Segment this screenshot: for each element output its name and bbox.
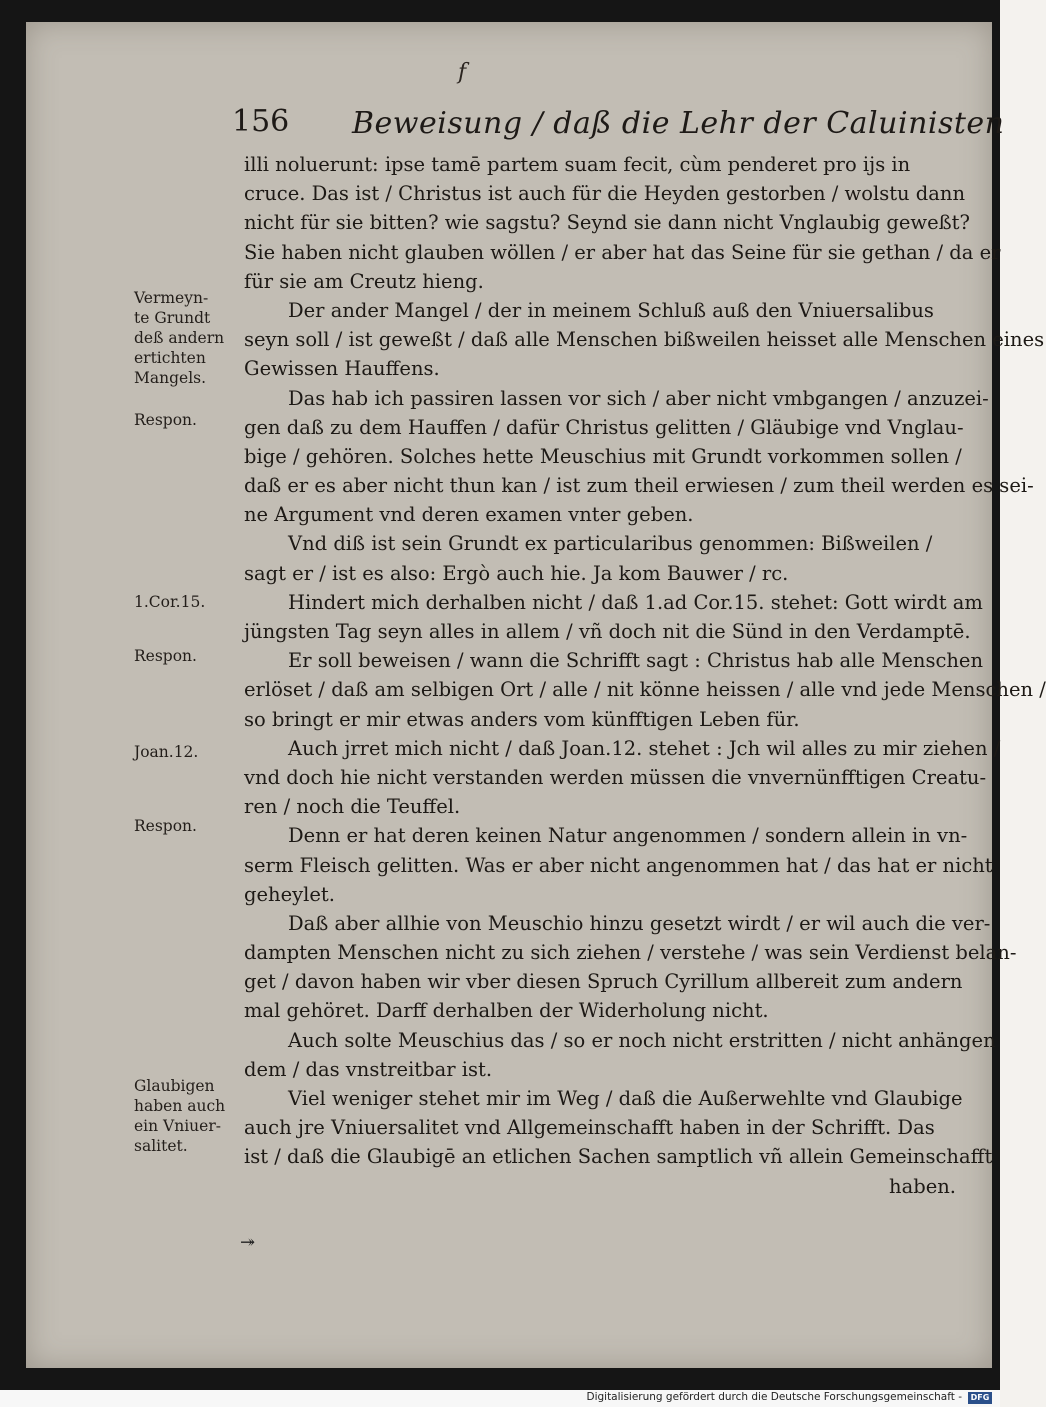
text-line: erlöset / daß am selbigen Ort / alle / nit könne heissen / alle vnd jede Menschen / [244, 678, 1046, 702]
signature-mark: f [458, 60, 467, 85]
text-line: dem / das vnstreitbar ist. [244, 1057, 493, 1081]
text-line: gen daß zu dem Hauffen / dafür Christus gelitten / Gläubige vnd Vnglau- [244, 415, 964, 439]
body-text [244, 150, 1046, 1201]
text-line: ne Argument vnd deren examen vnter geben. [244, 503, 694, 527]
margin-note-line: Glaubigen [134, 1077, 215, 1095]
text-line: sagt er / ist es also: Ergò auch hie. Ja kom Bauwer / rc. [244, 561, 789, 585]
text-line: vnd doch hie nicht verstanden werden müssen die vnvernünfftigen Creatu- [244, 765, 987, 789]
text-line: Der ander Mangel / der in meinem Schluß auß den Vniuersalibus [288, 298, 934, 322]
text-line: get / davon haben wir vber diesen Spruch Cyrillum allbereit zum andern [244, 970, 963, 994]
margin-note-line: ein Vniuer- [134, 1117, 221, 1135]
margin-note-glaubigen [134, 1076, 244, 1156]
text-line: illi noluerunt: ipse tamē partem suam fecit, cùm penderet pro ijs in [244, 153, 911, 176]
margin-note-line: haben auch [134, 1097, 226, 1115]
margin-note-line: 1.Cor.15. [134, 593, 206, 611]
funding-credit: Digitalisierung gefördert durch die Deutsche Forschungsgemeinschaft - [586, 1391, 962, 1403]
text-line: haben. [889, 1174, 956, 1198]
running-title: Beweisung / daß die Lehr der Caluinisten [352, 106, 1005, 141]
text-line: nicht für sie bitten? wie sagstu? Seynd sie dann nicht Vnglaubig geweßt? [244, 211, 970, 235]
page-number: 156 [232, 104, 290, 139]
text-line: Er soll beweisen / wann die Schrifft sagt : Christus hab alle Menschen [288, 649, 984, 673]
text-line: ist / daß die Glaubigē an etlichen Sachen samptlich vñ allein Gemeinschafft [244, 1145, 993, 1169]
margin-note-line: Mangels. [134, 369, 207, 387]
catchword-mark: ↠ [240, 1232, 256, 1253]
text-line: seyn soll / ist geweßt / daß alle Menschen bißweilen heisset alle Menschen eines [244, 328, 1045, 352]
text-line: mal gehöret. Darff derhalben der Widerholung nicht. [244, 999, 769, 1023]
text-line: Denn er hat deren keinen Natur angenommen / sondern allein in vn- [288, 824, 968, 848]
text-line: Das hab ich passiren lassen vor sich / aber nicht vmbgangen / anzuzei- [288, 386, 989, 410]
margin-note-line: Respon. [134, 817, 197, 835]
text-line: daß er es aber nicht thun kan / ist zum theil erwiesen / zum theil werden es sei- [244, 474, 1034, 498]
page-header [232, 100, 1005, 144]
margin-note-1-cor-15 [134, 592, 244, 612]
margin-note-line: Vermeyn- [134, 289, 209, 307]
margin-note-line: deß andern [134, 329, 225, 347]
margin-note-joan-12 [134, 742, 244, 762]
margin-note-line: Joan.12. [134, 743, 199, 761]
text-line: auch jre Vniuersalitet vnd Allgemeinschafft haben in der Schrifft. Das [244, 1116, 935, 1140]
text-line: Sie haben nicht glauben wöllen / er aber hat das Seine für sie gethan / da er [244, 240, 1001, 264]
footer-bar [0, 1390, 1000, 1407]
text-line: geheylet. [244, 882, 335, 906]
text-line: cruce. Das ist / Christus ist auch für die Heyden gestorben / wolstu dann [244, 182, 966, 206]
text-line: für sie am Creutz hieng. [244, 269, 484, 293]
text-line: so bringt er mir etwas anders vom künfftigen Leben für. [244, 707, 800, 731]
margin-note-line: Respon. [134, 647, 197, 665]
text-line: Gewissen Hauffens. [244, 357, 440, 381]
text-line: Auch jrret mich nicht / daß Joan.12. stehet : Jch wil alles zu mir ziehen / [288, 736, 1001, 760]
margin-note-respon [134, 816, 244, 836]
text-line: bige / gehören. Solches hette Meuschius mit Grundt vorkommen sollen / [244, 444, 962, 468]
text-line: serm Fleisch gelitten. Was er aber nicht angenommen hat / das hat er nicht [244, 853, 993, 877]
margin-note-line: Respon. [134, 411, 197, 429]
margin-note-line: te Grundt [134, 309, 211, 327]
margin-note-vermeynte-grundt [134, 288, 244, 388]
dfg-logo: DFG [968, 1392, 992, 1404]
text-line: Viel weniger stehet mir im Weg / daß die Außerwehlte vnd Glaubige [288, 1087, 963, 1110]
text-line: Hindert mich derhalben nicht / daß 1.ad Cor.15. stehet: Gott wirdt am [288, 590, 983, 614]
margin-note-line: salitet. [134, 1137, 188, 1155]
text-line: jüngsten Tag seyn alles in allem / vñ doch nit die Sünd in den Verdamptē. [244, 620, 971, 643]
text-line: Daß aber allhie von Meuschio hinzu gesetzt wirdt / er wil auch die ver- [288, 911, 991, 935]
margin-note-respon [134, 410, 244, 430]
text-line: Auch solte Meuschius das / so er noch nicht erstritten / nicht anhängen [288, 1028, 996, 1052]
text-line: ren / noch die Teuffel. [244, 795, 461, 819]
margin-note-respon [134, 646, 244, 666]
margin-note-line: ertichten [134, 349, 206, 367]
text-line: dampten Menschen nicht zu sich ziehen / verstehe / was sein Verdienst belan- [244, 941, 1017, 965]
text-line: Vnd diß ist sein Grundt ex particularibus genommen: Bißweilen / [288, 532, 933, 556]
